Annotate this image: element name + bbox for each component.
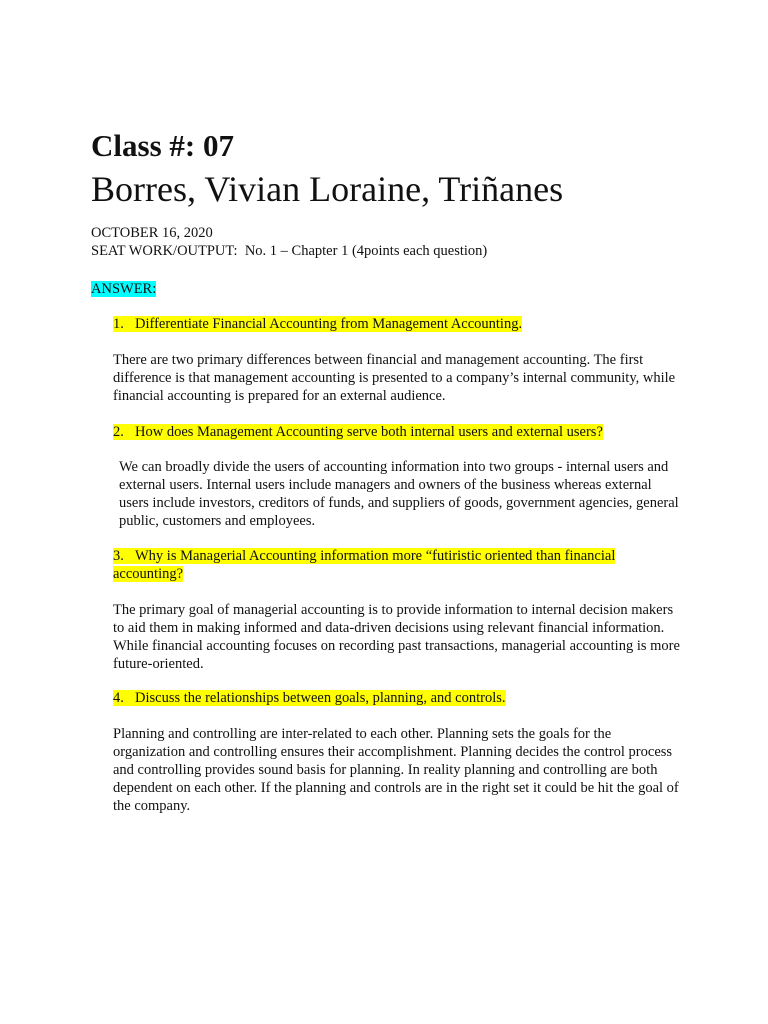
date-line: OCTOBER 16, 2020 — [91, 225, 213, 241]
answer-4: Planning and controlling are inter-related to each other. Planning sets the goals for the organization and controlling ensures their accomplishment. Planning decides the control process and controlling provides sound basis for planning. In reality planning and controlling are both dependent on each other. If the planning and controls are in the right set it could be hit the goal of the company. — [113, 726, 679, 814]
answer-3: The primary goal of managerial accounting is to provide information to internal decision makers to aid them in making informed and data-driven decisions using relevant financial information. While financial accounting focuses on recording past transactions, managerial accounting is more future-oriented. — [113, 602, 680, 672]
answer-label-text: ANSWER: — [91, 281, 157, 297]
question-1 — [113, 315, 522, 333]
question-4-text: 4. Discuss the relationships between goals, planning, and controls. — [113, 690, 506, 706]
question-2 — [113, 423, 603, 441]
question-2-text: 2. How does Management Accounting serve both internal users and external users? — [113, 424, 603, 440]
student-name-heading: Borres, Vivian Loraine, Triñanes — [91, 169, 564, 209]
question-4 — [113, 689, 506, 707]
answer-2: We can broadly divide the users of accounting information into two groups - internal users and external users. Internal users include managers and owners of the business whereas external users include investors, creditors of funds, and suppliers of goods, government agencies, general public, customers and employees. — [119, 459, 679, 529]
answer-label — [91, 280, 156, 298]
question-3-text: 3. Why is Managerial Accounting information more “futiristic oriented than financial accounting? — [113, 548, 616, 582]
question-3 — [113, 547, 633, 583]
question-1-text: 1. Differentiate Financial Accounting from Management Accounting. — [113, 316, 523, 332]
assignment-meta — [91, 224, 487, 260]
answer-1: There are two primary differences between financial and management accounting. The first difference is that management accounting is presented to a company’s internal community, while financial accounting is prepared for an external audience. — [113, 352, 676, 404]
class-number-heading: Class #: 07 — [91, 128, 234, 163]
seatwork-line: SEAT WORK/OUTPUT: No. 1 – Chapter 1 (4points each question) — [91, 243, 488, 259]
